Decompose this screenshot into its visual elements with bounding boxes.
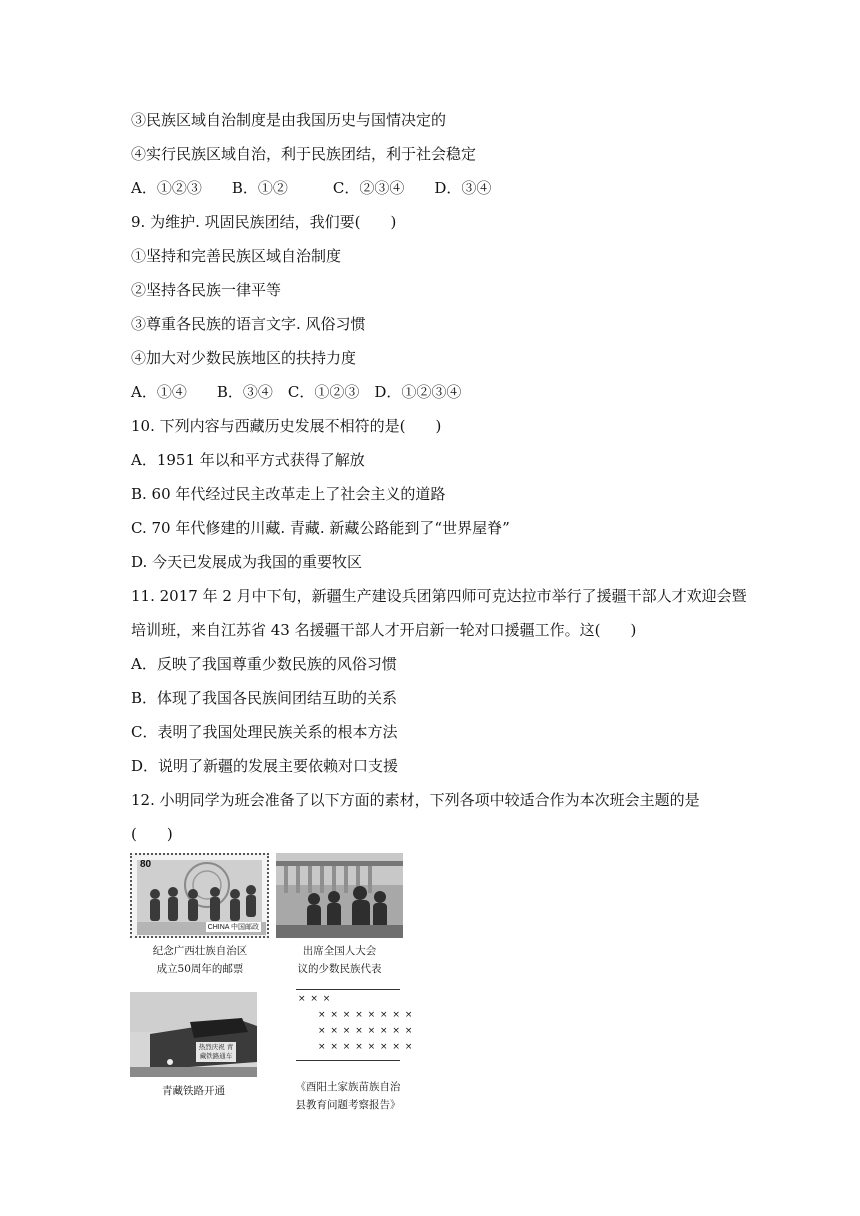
placeholder-row: × × × × × × × × [318, 1010, 414, 1020]
option-a: A．反映了我国尊重少数民族的风俗习惯 [131, 655, 397, 673]
text-line: ①坚持和完善民族区域自治制度 [131, 247, 342, 265]
placeholder-row: × × × × × × × × [318, 1026, 414, 1036]
question-11-stem-cont: 培训班，来自江苏省 43 名援疆干部人才开启新一轮对口援疆工作。这( ) [131, 621, 637, 639]
caption-line: 纪念广西壮族自治区 [152, 945, 248, 957]
railway-caption: 青藏铁路开通 [162, 1085, 225, 1097]
caption-line: 成立50周年的邮票 [156, 963, 244, 975]
report-bottom-rule [296, 1060, 400, 1061]
delegates-illustration [276, 853, 403, 938]
delegates-caption [276, 942, 403, 978]
train-sign: 热烈庆祝 青藏铁路通车 [198, 1043, 234, 1060]
report-caption [282, 1078, 414, 1114]
question-11-stem: 11. 2017 年 2 月中下旬，新疆生产建设兵团第四师可克达拉市举行了援疆干部人才欢迎会暨 [131, 587, 747, 605]
option-b: B．体现了我国各民族间团结互助的关系 [131, 689, 398, 707]
stamp-artwork [137, 860, 262, 931]
train-illustration [130, 992, 257, 1077]
caption-line: 议的少数民族代表 [297, 963, 382, 975]
railway-photo [130, 992, 257, 1077]
caption-line: 出席全国人大会 [302, 945, 377, 957]
option-b: B. 60 年代经过民主改革走上了社会主义的道路 [131, 485, 446, 503]
question-12-blank: ( ) [131, 825, 173, 843]
caption-line: 《酉阳土家族苗族自治 [295, 1081, 401, 1093]
stamp-denomination: 80 [140, 859, 152, 870]
text-line: ④实行民族区域自治，利于民族团结，利于社会稳定 [131, 145, 477, 163]
option-c: C. 70 年代修建的川藏. 青藏. 新藏公路能到了“世界屋脊” [131, 519, 510, 537]
option-a: A．1951 年以和平方式获得了解放 [131, 451, 365, 469]
text-line: ③尊重各民族的语言文字. 风俗习惯 [131, 315, 366, 333]
question-10-stem: 10. 下列内容与西藏历史发展不相符的是( ) [131, 417, 442, 435]
report-top-rule [296, 989, 400, 990]
postal-mark: CHINA 中国邮政 [207, 924, 259, 931]
caption-line: 县教育问题考察报告》 [295, 1099, 401, 1111]
placeholder-row: × × × [298, 994, 332, 1004]
text-line: ③民族区域自治制度是由我国历史与国情决定的 [131, 111, 447, 129]
report-excerpt [296, 989, 414, 1061]
option-d: D. 今天已发展成为我国的重要牧区 [131, 553, 363, 571]
answer-options: A．①④ B．③④ C．①②③ D．①②③④ [131, 383, 462, 401]
delegates-photo [276, 853, 403, 938]
option-c: C．表明了我国处理民族关系的根本方法 [131, 723, 398, 741]
stamp-caption [135, 942, 265, 978]
option-d: D．说明了新疆的发展主要依赖对口支援 [131, 757, 399, 775]
answer-options: A．①②③ B．①② C．②③④ D．③④ [131, 179, 492, 197]
question-9-stem: 9. 为维护. 巩固民族团结，我们要( ) [131, 213, 397, 231]
question-12-stem: 12. 小明同学为班会准备了以下方面的素材，下列各项中较适合作为本次班会主题的是 [131, 791, 700, 809]
text-line: ②坚持各民族一律平等 [131, 281, 282, 299]
stamp-image [130, 853, 269, 938]
text-line: ④加大对少数民族地区的扶持力度 [131, 349, 357, 367]
placeholder-row: × × × × × × × × [318, 1042, 414, 1052]
